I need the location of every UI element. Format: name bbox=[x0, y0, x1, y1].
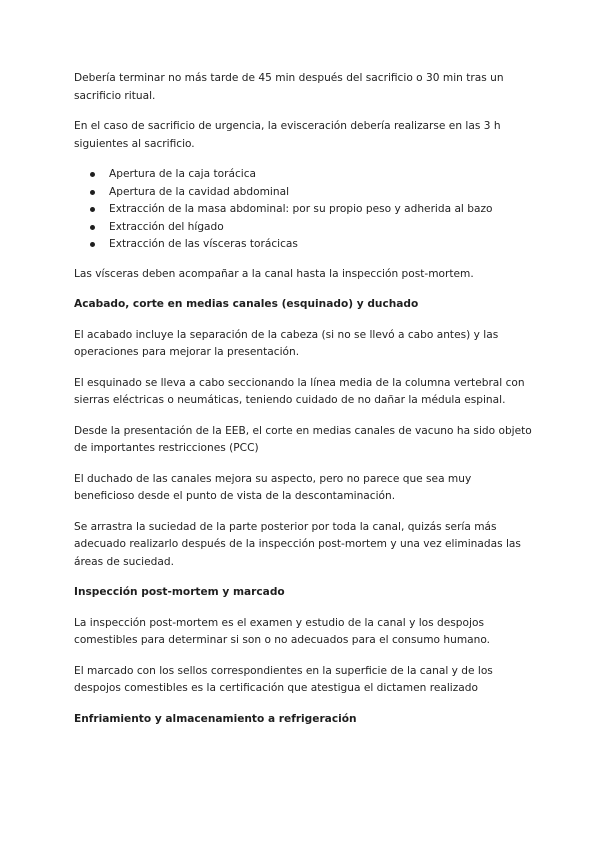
paragraph-eeb-restrictions: Desde la presentación de la EEB, el corte en medias canales de vacuno ha sido objeto de importantes restricciones (PCC) bbox=[74, 424, 532, 454]
heading-inspection-marking: Inspección post-mortem y marcado bbox=[74, 586, 285, 598]
list-item: Extracción de la masa abdominal: por su propio peso y adherida al bazo bbox=[74, 201, 534, 219]
paragraph-washing: El duchado de las canales mejora su aspecto, pero no parece que sea muy beneficioso desde el punto de vista de la descontaminación. bbox=[74, 472, 472, 502]
paragraph-viscera: Las vísceras deben acompañar a la canal hasta la inspección post-mortem. bbox=[74, 267, 474, 280]
paragraph-emergency-slaughter: En el caso de sacrificio de urgencia, la evisceración debería realizarse en las 3 h siguientes al sacrificio. bbox=[74, 120, 501, 150]
paragraph-inspection: La inspección post-mortem es el examen y estudio de la canal y los despojos comestibles para determinar si son o no adecuados para el consumo humano. bbox=[74, 616, 491, 646]
list-item: Apertura de la cavidad abdominal bbox=[74, 184, 534, 202]
document-page bbox=[74, 70, 534, 741]
paragraph-evisceration-time: Debería terminar no más tarde de 45 min después del sacrificio o 30 min tras un sacrificio ritual. bbox=[74, 72, 504, 102]
paragraph-finishing: El acabado incluye la separación de la cabeza (si no se llevó a cabo antes) y las operaciones para mejorar la presentación. bbox=[74, 328, 499, 358]
list-item: Extracción de las vísceras torácicas bbox=[74, 236, 534, 254]
list-item: Extracción del hígado bbox=[74, 219, 534, 237]
paragraph-dirt: Se arrastra la suciedad de la parte posterior por toda la canal, quizás sería más adecuado realizarlo después de la inspección post-mortem y una vez eliminadas las áreas de suciedad. bbox=[74, 520, 521, 568]
paragraph-splitting: El esquinado se lleva a cabo seccionando la línea media de la columna vertebral con sierras eléctricas o neumáticas, teniendo cuidado de no dañar la médula espinal. bbox=[74, 376, 525, 406]
paragraph-marking: El marcado con los sellos correspondientes en la superficie de la canal y de los despojos comestibles es la certificación que atestigua el dictamen realizado bbox=[74, 664, 493, 694]
heading-finishing-splitting-washing: Acabado, corte en medias canales (esquinado) y duchado bbox=[74, 298, 419, 310]
evisceration-steps-list bbox=[74, 166, 534, 254]
heading-cooling-storage: Enfriamiento y almacenamiento a refrigeración bbox=[74, 712, 357, 725]
list-item: Apertura de la caja torácica bbox=[74, 166, 534, 184]
